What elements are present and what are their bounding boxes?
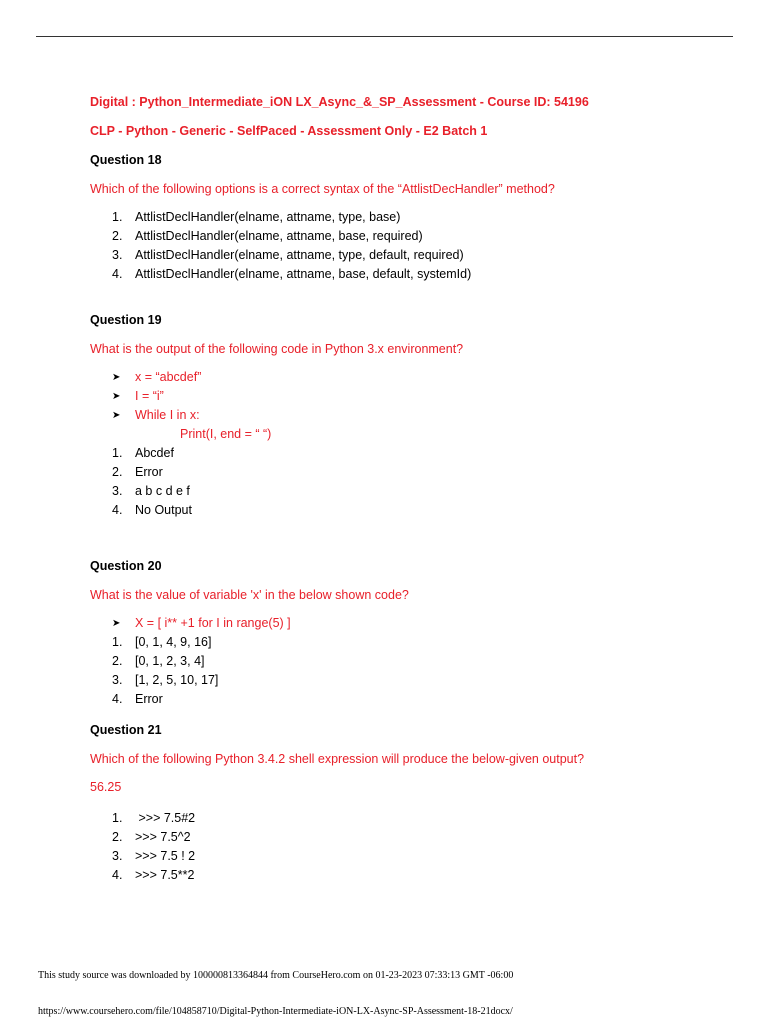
option-number: 2. — [112, 654, 123, 668]
option-number: 4. — [112, 267, 123, 281]
document-body — [90, 94, 730, 885]
question-title: Question 19 — [90, 313, 162, 327]
option-text: AttlistDeclHandler(elname, attname, base, default, systemId) — [135, 267, 472, 281]
option-item — [90, 866, 730, 885]
arrow-bullet-icon: ➤ — [112, 372, 121, 383]
option-text: [1, 2, 5, 10, 17] — [135, 673, 219, 687]
arrow-bullet-icon: ➤ — [112, 391, 121, 402]
option-number: 3. — [112, 849, 123, 863]
option-text: [0, 1, 4, 9, 16] — [135, 635, 212, 649]
question-text: What is the output of the following code in Python 3.x environment? — [90, 342, 464, 356]
code-line: ➤ While I in x: — [90, 406, 730, 425]
option-number: 2. — [112, 465, 123, 479]
code-line: ➤ x = “abcdef” — [90, 368, 730, 387]
question-19 — [90, 312, 730, 520]
option-item — [90, 690, 730, 709]
option-list — [90, 809, 730, 885]
download-notice: This study source was downloaded by 100000813364844 from CourseHero.com on 01-23-2023 07:33:13 GMT -06:00 — [38, 970, 514, 981]
option-item — [90, 265, 730, 284]
option-text: Abcdef — [135, 446, 174, 460]
question-21 — [90, 722, 730, 885]
option-text: >>> 7.5^2 — [135, 830, 191, 844]
option-text: No Output — [135, 503, 192, 517]
option-text: a b c d e f — [135, 484, 190, 498]
question-20 — [90, 558, 730, 709]
option-list — [90, 208, 730, 284]
arrow-bullet-icon: ➤ — [112, 410, 121, 421]
option-text: AttlistDeclHandler(elname, attname, type, default, required) — [135, 248, 464, 262]
option-item — [90, 671, 730, 690]
option-text: Error — [135, 465, 163, 479]
option-number: 4. — [112, 868, 123, 882]
option-item — [90, 809, 730, 828]
option-item — [90, 633, 730, 652]
option-text: AttlistDeclHandler(elname, attname, type, base) — [135, 210, 401, 224]
option-item — [90, 652, 730, 671]
option-item — [90, 847, 730, 866]
option-item — [90, 444, 730, 463]
code-line: ➤ X = [ i** +1 for I in range(5) ] — [90, 614, 730, 633]
code-indented-line: Print(I, end = “ “) — [180, 427, 272, 441]
course-title: Digital : Python_Intermediate_iON LX_Async_&_SP_Assessment - Course ID: 54196 — [90, 95, 589, 109]
option-list — [90, 444, 730, 520]
question-text: Which of the following options is a correct syntax of the “AttlistDecHandler” method? — [90, 182, 555, 196]
question-18 — [90, 152, 730, 284]
option-number: 1. — [112, 210, 123, 224]
option-number: 1. — [112, 811, 123, 825]
question-text: Which of the following Python 3.4.2 shell expression will produce the below-given output? — [90, 752, 585, 766]
option-number: 3. — [112, 673, 123, 687]
code-list — [90, 614, 730, 633]
option-number: 4. — [112, 503, 123, 517]
option-text: >>> 7.5**2 — [135, 868, 195, 882]
option-item — [90, 463, 730, 482]
option-item — [90, 482, 730, 501]
arrow-bullet-icon: ➤ — [112, 618, 121, 629]
question-text: What is the value of variable 'x' in the below shown code? — [90, 588, 409, 602]
option-number: 1. — [112, 635, 123, 649]
option-item — [90, 208, 730, 227]
option-item — [90, 501, 730, 520]
source-url-link[interactable]: https://www.coursehero.com/file/104858710/Digital-Python-Intermediate-iON-LX-Async-SP-Assessment-18-21docx/ — [38, 1006, 513, 1017]
top-rule — [36, 36, 733, 37]
question-title: Question 18 — [90, 153, 162, 167]
option-text: AttlistDeclHandler(elname, attname, base, required) — [135, 229, 423, 243]
option-text: >>> 7.5#2 — [135, 811, 196, 825]
option-number: 4. — [112, 692, 123, 706]
expected-output: 56.25 — [90, 780, 122, 794]
option-number: 2. — [112, 830, 123, 844]
option-list — [90, 633, 730, 709]
question-title: Question 21 — [90, 723, 162, 737]
code-line: ➤ I = “i” — [90, 387, 730, 406]
course-subtitle: CLP - Python - Generic - SelfPaced - Assessment Only - E2 Batch 1 — [90, 124, 488, 138]
option-number: 2. — [112, 229, 123, 243]
option-item — [90, 828, 730, 847]
option-number: 3. — [112, 248, 123, 262]
option-text: Error — [135, 692, 163, 706]
option-item — [90, 227, 730, 246]
code-list — [90, 368, 730, 425]
option-text: >>> 7.5 ! 2 — [135, 849, 196, 863]
question-title: Question 20 — [90, 559, 162, 573]
option-text: [0, 1, 2, 3, 4] — [135, 654, 205, 668]
option-number: 1. — [112, 446, 123, 460]
option-number: 3. — [112, 484, 123, 498]
option-item — [90, 246, 730, 265]
